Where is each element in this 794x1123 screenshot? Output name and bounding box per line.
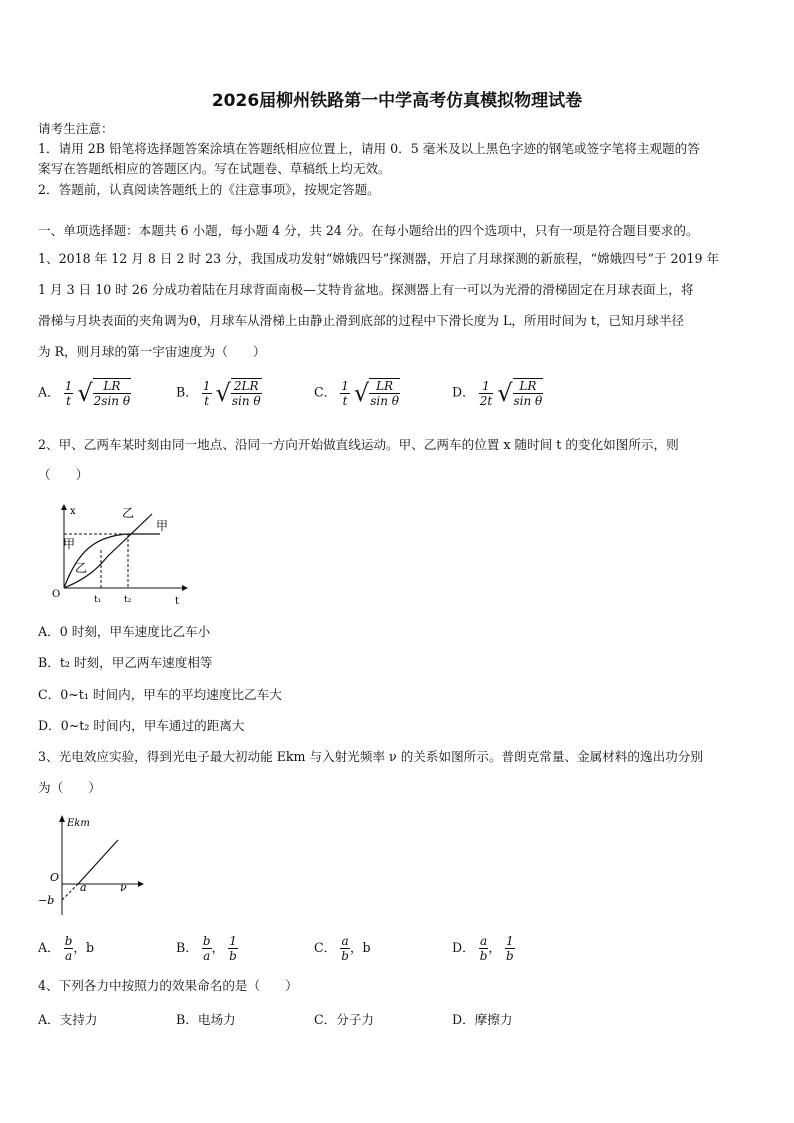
fraction: $\frac{1}{t}$ bbox=[202, 378, 211, 408]
q3-option-d[interactable] bbox=[452, 934, 515, 963]
sqrt: √ $\frac{2LR}{\text{sin θ}}$ bbox=[215, 379, 261, 408]
option-label: B． bbox=[176, 384, 198, 400]
q1-option-a[interactable] bbox=[38, 378, 131, 408]
q1-line3: 滑梯与月块表面的夹角调为θ，月球车从滑梯上由静止滑到底部的过程中下滑长度为 L，所用时间为 t，已知月球半径 bbox=[38, 313, 685, 328]
option-label: A． bbox=[38, 384, 60, 400]
option-tail: ，b bbox=[73, 940, 95, 955]
fraction-2: $\frac{1}{b}$ bbox=[229, 934, 237, 963]
option-label: A． bbox=[38, 940, 60, 955]
q4-option-d[interactable]: D．摩擦力 bbox=[452, 1012, 513, 1027]
t-axis-label: t bbox=[175, 596, 180, 607]
dashed-extension bbox=[62, 884, 78, 900]
option-tail: ， bbox=[488, 940, 501, 955]
section-heading: 一、单项选择题：本题共 6 小题，每小题 4 分，共 24 分。在每小题给出的四个选项中，只有一项是符合题目要求的。 bbox=[38, 223, 699, 238]
q1-option-c[interactable] bbox=[314, 378, 400, 408]
option-label: D． bbox=[452, 384, 475, 400]
fraction: $\frac{1}{2t}$ bbox=[479, 378, 493, 408]
fraction: $\frac{b}{a}$ bbox=[202, 934, 211, 963]
page-title: 2026届柳州铁路第一中学高考仿真模拟物理试卷 bbox=[211, 91, 583, 111]
notice-item2: 2．答题前，认真阅读答题纸上的《注意事项》，按规定答题。 bbox=[38, 182, 380, 197]
label-yi-top: 乙 bbox=[122, 506, 135, 520]
q3-line1: 3、光电效应实验，得到光电子最大初动能 Ekm 与入射光频率 ν 的关系如图所示。普朗克常量、金属材料的逸出功分别 bbox=[38, 749, 703, 764]
q4-option-c[interactable]: C．分子力 bbox=[314, 1012, 375, 1027]
curve-yi bbox=[64, 514, 152, 588]
intercept-b: −b bbox=[38, 894, 55, 907]
fraction: $\frac{a}{b}$ bbox=[479, 934, 488, 963]
q3-energy-frequency-graph bbox=[34, 810, 144, 922]
q2-line1: 2、甲、乙两车某时刻由同一地点、沿同一方向开始做直线运动。甲、乙两车的位置 x 随时间 t 的变化如图所示，则 bbox=[38, 437, 679, 452]
fraction: $\frac{b}{a}$ bbox=[64, 934, 73, 963]
ekm-line bbox=[78, 840, 118, 884]
q1-option-b[interactable] bbox=[176, 378, 262, 408]
x-axis-arrow bbox=[61, 504, 67, 510]
label-jia: 甲 bbox=[63, 537, 76, 551]
q3-line2: 为（ ） bbox=[38, 780, 101, 795]
fraction: $\frac{1}{t}$ bbox=[64, 378, 73, 408]
label-jia-right: 甲 bbox=[156, 519, 169, 533]
q2-option-d[interactable]: D．0~t₂ 时间内，甲车通过的距离大 bbox=[38, 718, 245, 733]
q1-line2: 1 月 3 日 10 时 26 分成功着陆在月球背面南极—艾特肯盆地。探测器上有一可以为光滑的滑梯固定在月球表面上，将 bbox=[38, 282, 694, 297]
q2-option-a[interactable]: A．0 时刻，甲车速度比乙车小 bbox=[38, 624, 211, 639]
option-label: D． bbox=[452, 940, 475, 955]
q2-line2: （ ） bbox=[38, 467, 89, 482]
q3-option-c[interactable] bbox=[314, 934, 371, 963]
q1-option-d[interactable] bbox=[452, 378, 543, 408]
notice-item1-line2: 案写在答题纸相应的答题区内。写在试题卷、草稿纸上均无效。 bbox=[38, 161, 391, 176]
t-axis-arrow bbox=[182, 585, 188, 591]
sqrt: √ $\frac{LR}{\text{2sin θ}}$ bbox=[77, 379, 131, 408]
fraction-2: $\frac{1}{b}$ bbox=[506, 934, 514, 963]
fraction: $\frac{a}{b}$ bbox=[341, 934, 349, 963]
sqrt: √ $\frac{LR}{\text{sin θ}}$ bbox=[353, 379, 399, 408]
x-axis-label: x bbox=[70, 506, 76, 517]
q4-option-a[interactable]: A．支持力 bbox=[38, 1012, 98, 1027]
q3-option-b[interactable] bbox=[176, 934, 238, 963]
ekm-axis-arrow bbox=[59, 815, 65, 822]
q3-option-a[interactable] bbox=[38, 934, 94, 963]
sqrt: √ $\frac{LR}{\text{sin θ}}$ bbox=[497, 379, 543, 408]
q2-option-b[interactable]: B．t₂ 时刻，甲乙两车速度相等 bbox=[38, 655, 213, 670]
ekm-label: Ekm bbox=[67, 818, 90, 829]
nu-axis-arrow bbox=[138, 881, 144, 887]
q2-position-time-graph bbox=[48, 498, 198, 610]
q1-line4: 为 R，则月球的第一宇宙速度为（ ） bbox=[38, 344, 266, 359]
origin-label: O bbox=[52, 589, 61, 600]
tick-t1: t₁ bbox=[94, 595, 102, 605]
option-tail: ，b bbox=[349, 940, 371, 955]
intercept-a: a bbox=[80, 881, 87, 894]
q1-line1: 1、2018 年 12 月 8 日 2 时 23 分，我国成功发射“嫦娥四号”探测器，开启了月球探测的新旅程，“嫦娥四号”于 2019 年 bbox=[38, 251, 720, 266]
q2-option-c[interactable]: C．0~t₁ 时间内，甲车的平均速度比乙车大 bbox=[38, 687, 282, 702]
nu-label: ν bbox=[120, 881, 127, 894]
notice-item1-line1: 1．请用 2B 铅笔将选择题答案涂填在答题纸相应位置上，请用 0．5 毫米及以上黑色字迹的钢笔或签字笔将主观题的答 bbox=[38, 141, 700, 156]
q4-option-b[interactable]: B．电场力 bbox=[176, 1012, 236, 1027]
notice-heading: 请考生注意： bbox=[38, 121, 114, 136]
tick-t2: t₂ bbox=[124, 595, 132, 605]
origin-label: O bbox=[50, 871, 60, 884]
fraction: $\frac{1}{t}$ bbox=[341, 378, 349, 408]
q4-line1: 4、下列各力中按照力的效果命名的是（ ） bbox=[38, 978, 298, 993]
option-tail: ， bbox=[211, 940, 225, 955]
label-yi: 乙 bbox=[75, 561, 88, 575]
option-label: B． bbox=[176, 940, 198, 955]
option-label: C． bbox=[314, 940, 337, 955]
option-label: C． bbox=[314, 384, 337, 400]
